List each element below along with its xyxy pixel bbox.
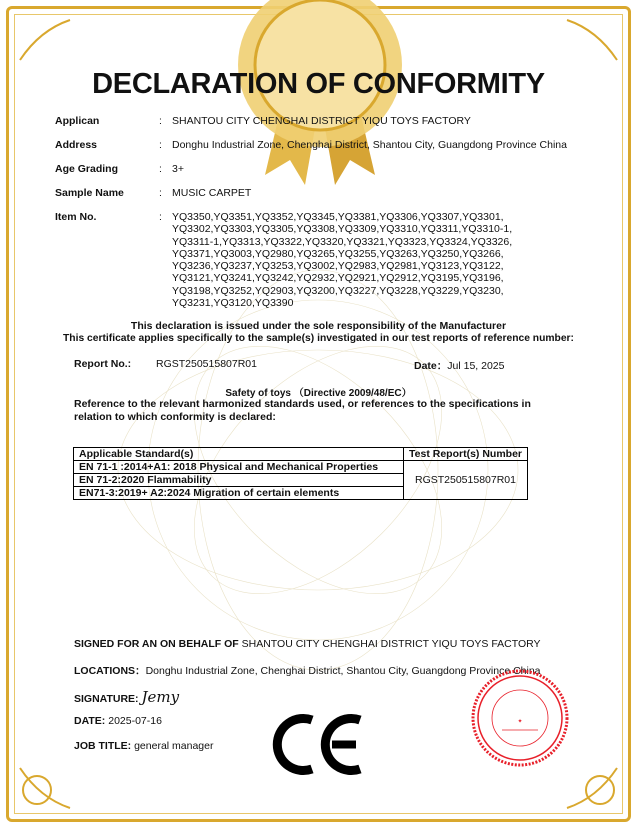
- report-cell: RGST250515807R01: [404, 461, 528, 500]
- item-line: YQ3311-1,YQ3313,YQ3322,YQ3320,YQ3321,YQ3323,YQ3324,YQ3326,: [172, 235, 513, 248]
- field-value: Donghu Industrial Zone, Chenghai District, Shantou City, Guangdong Province China: [172, 139, 567, 151]
- signature-label: SIGNATURE:: [74, 693, 139, 705]
- table-header-row: [74, 448, 528, 461]
- company-seal-stamp-icon: [470, 668, 570, 768]
- reference-text: Reference to the relevant harmonized standards used, or references to the specifications in relation to which conformity is declared:: [74, 398, 531, 423]
- header-standards: Applicable Standard(s): [74, 448, 404, 461]
- field-label: Item No.: [55, 211, 97, 223]
- colon: :: [159, 211, 162, 223]
- report-no-label: Report No.:: [74, 358, 132, 370]
- statement-responsibility: This declaration is issued under the sole responsibility of the Manufacturer: [130, 320, 507, 332]
- locations-label: LOCATIONS：: [74, 665, 146, 677]
- field-label: Applican: [55, 115, 100, 127]
- field-value: SHANTOU CITY CHENGHAI DISTRICT YIQU TOYS FACTORY: [172, 115, 471, 127]
- standard-cell: EN 71-1 :2014+A1: 2018 Physical and Mechanical Properties: [74, 461, 404, 474]
- item-line: YQ3121,YQ3241,YQ3242,YQ2932,YQ2921,YQ2912,YQ3195,YQ3196,: [172, 272, 504, 285]
- standards-table: [73, 447, 528, 500]
- header-report: Test Report(s) Number: [404, 448, 528, 461]
- ce-mark-icon: [270, 712, 365, 777]
- item-line: YQ3371,YQ3003,YQ2980,YQ3265,YQ3255,YQ3263,YQ3250,YQ3266,: [172, 247, 504, 260]
- field-label: Address: [55, 139, 98, 151]
- field-value: 3+: [172, 163, 184, 175]
- date2-label: DATE:: [74, 715, 106, 727]
- item-line: YQ3198,YQ3252,YQ2903,YQ3200,YQ3227,YQ3228,YQ3229,YQ3230,: [172, 284, 504, 297]
- colon: :: [159, 139, 162, 151]
- locations-value: Donghu Industrial Zone, Chenghai District, Shantou City, Guangdong Province China: [145, 665, 541, 677]
- colon: :: [159, 115, 162, 127]
- date2-value: 2025-07-16: [108, 715, 162, 727]
- item-line: YQ3231,YQ3120,YQ3390: [172, 297, 294, 310]
- svg-text:✦: ✦: [517, 719, 523, 725]
- standard-cell: EN71-3:2019+ A2:2024 Migration of certain elements: [74, 487, 404, 500]
- table-row: [74, 461, 528, 474]
- report-no-value: RGST250515807R01: [156, 358, 257, 370]
- colon: :: [159, 163, 162, 175]
- document-title: DECLARATION OF CONFORMITY: [92, 68, 545, 100]
- signature: Jemy: [141, 688, 180, 706]
- signed-label: SIGNED FOR AN ON BEHALF OF: [74, 638, 239, 650]
- field-label: Sample Name: [55, 187, 124, 199]
- job-title-label: JOB TITLE:: [74, 740, 132, 752]
- standard-cell: EN 71-2:2020 Flammability: [74, 474, 404, 487]
- item-number-list: [172, 211, 532, 309]
- directive-heading: Safety of toys （Directive 2009/48/EC）: [225, 388, 412, 399]
- colon: :: [159, 187, 162, 199]
- item-line: YQ3236,YQ3237,YQ3253,YQ3002,YQ2983,YQ2981,YQ3123,YQ3122,: [172, 260, 504, 273]
- item-line: YQ3350,YQ3351,YQ3352,YQ3345,YQ3381,YQ3306,YQ3307,YQ3301,: [172, 211, 504, 223]
- field-label: Age Grading: [55, 163, 119, 175]
- date-label: Date：: [414, 360, 448, 372]
- statement-applicability: This certificate applies specifically to the sample(s) investigated in our test reports of reference number:: [63, 333, 574, 344]
- job-title-value: general manager: [134, 740, 214, 752]
- signed-value: SHANTOU CITY CHENGHAI DISTRICT YIQU TOYS FACTORY: [241, 638, 541, 650]
- field-value: MUSIC CARPET: [172, 187, 252, 199]
- item-line: YQ3302,YQ3303,YQ3305,YQ3308,YQ3309,YQ3310,YQ3311,YQ3310-1,: [172, 223, 513, 236]
- date-value: Jul 15, 2025: [447, 360, 505, 372]
